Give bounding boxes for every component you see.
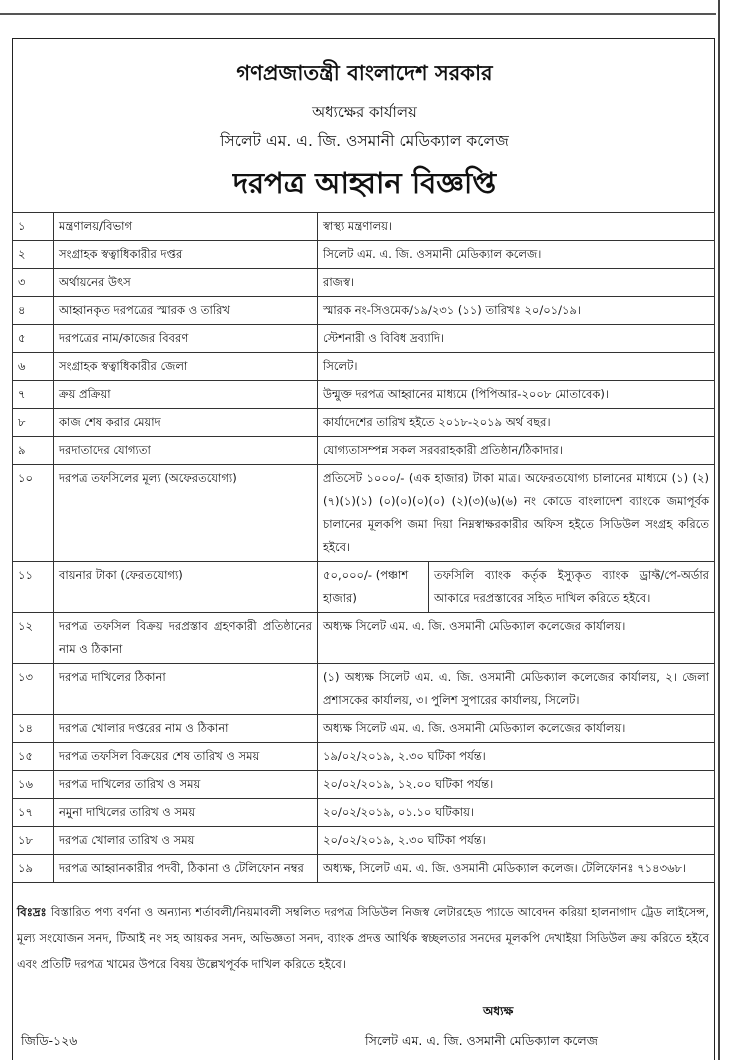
- row-value: স্মারক নং-সিওমেক/১৯/২৩১ (১১) তারিখঃ ২০/০১/১৯।: [318, 297, 715, 325]
- row-value: অধ্যক্ষ সিলেট এম. এ. জি. ওসমানী মেডিক্যাল কলেজের কার্যালয়।: [318, 715, 715, 743]
- note: [17, 899, 709, 977]
- row-value: (১) অধ্যক্ষ সিলেট এম. এ. জি. ওসমানী মেডিক্যাল কলেজের কার্যালয়, ২। জেলা প্রশাসকের কার্যালয়, ৩। পুলিশ সুপারের কার্যালয়, সিলেট।: [318, 664, 715, 715]
- row-value: অধ্যক্ষ, সিলেট এম. এ. জি. ওসমানী মেডিক্যাল কলেজ। টেলিফোনঃ ৭১৪৩৬৮।: [318, 855, 715, 883]
- table-row: [13, 409, 715, 437]
- row-value: স্বাস্থ্য মন্ত্রণালয়।: [318, 213, 715, 241]
- row-value: উন্মুক্ত দরপত্র আহ্বানের মাধ্যমে (পিপিআর-২০০৮ মোতাবেক)।: [318, 381, 715, 409]
- gd-number: জিডি-১২৬: [21, 1033, 78, 1048]
- row-value: তফসিলি ব্যাংক কর্তৃক ইস্যুকৃত ব্যাংক ড্রাফ্ট/পে-অর্ডার আকারে দরপ্রস্তাবের সহিত দাখিল করিতে হইবে।: [429, 562, 715, 613]
- row-key: ক্রয় প্রক্রিয়া: [54, 381, 318, 409]
- row-number: ৭: [13, 381, 54, 409]
- row-value: সিলেট এম. এ. জি. ওসমানী মেডিক্যাল কলেজ।: [318, 241, 715, 269]
- table-row: [13, 437, 715, 465]
- table-row: [13, 715, 715, 743]
- row-key: বায়নার টাকা (ফেরতযোগ্য): [54, 562, 318, 613]
- table-row: [13, 297, 715, 325]
- row-key: আহ্বানকৃত দরপত্রের স্মারক ও তারিখ: [54, 297, 318, 325]
- table-row: [13, 827, 715, 855]
- row-number: ১: [13, 213, 54, 241]
- row-value: অধ্যক্ষ সিলেট এম. এ. জি. ওসমানী মেডিক্যাল কলেজের কার্যালয়।: [318, 613, 715, 664]
- table-row: [13, 664, 715, 715]
- table-row: [13, 799, 715, 827]
- row-value: যোগ্যতাসম্পন্ন সকল সরবরাহকারী প্রতিষ্ঠান/ঠিকাদার।: [318, 437, 715, 465]
- table-row: [13, 269, 715, 297]
- note-text: বিস্তারিত পণ্য বর্ণনা ও অন্যান্য শর্তাবলী/নিয়মাবলী সম্বলিত দরপত্র সিডিউল নিজস্ব লেটারহেড প্যাডে আবেদন করিয়া হালনাগাদ ট্রেড লাইসেন্স, মূল্য সংযোজন সনদ, টিআই নং সহ আয়কর সনদ, অভিজ্ঞতা সনদ, ব্যাংক প্রদত্ত আর্থিক স্বচ্ছলতার সনদের মূলকপি দেখাইয়া সিডিউল ক্রয় করিতে হইবে এবং প্রতিটি দরপত্র খামের উপরে বিষয় উল্লেখপূর্বক দাখিল করিতে হইবে।: [17, 905, 710, 971]
- top-rule: [0, 13, 716, 15]
- row-value: কার্যাদেশের তারিখ হইতে ২০১৮-২০১৯ অর্থ বছর।: [318, 409, 715, 437]
- row-key: মন্ত্রণালয়/বিভাগ: [54, 213, 318, 241]
- table-row: [13, 213, 715, 241]
- table-row: [13, 353, 715, 381]
- row-number: ১৮: [13, 827, 54, 855]
- row-number: ৩: [13, 269, 54, 297]
- right-rule: [718, 0, 720, 1060]
- table-row: [13, 771, 715, 799]
- row-key: দরপত্র তফসিল বিক্রয় দরপ্রস্তাব গ্রহণকারী প্রতিষ্ঠানের নাম ও ঠিকানা: [54, 613, 318, 664]
- tender-table: [12, 212, 715, 883]
- row-value: ২০/০২/২০১৯, ০১.১০ ঘটিকায়।: [318, 799, 715, 827]
- row-value: প্রতিসেট ১০০০/- (এক হাজার) টাকা মাত্র। অফেরতযোগ্য চালানের মাধ্যমে (১) (২)(৭)(১)(১) (০)(০)(০)(০) (২)(৩)(৬)(৬) নং কোডে বাংলাদেশ ব্যাংকে জমাপূর্বক চালানের মূলকপি জমা দিয়া নিম্নস্বাক্ষরকারীর অফিস হইতে সিডিউল সংগ্রহ করিতে হইবে।: [318, 465, 715, 562]
- row-number: ২: [13, 241, 54, 269]
- table-row: [13, 381, 715, 409]
- row-key: দরপত্র আহ্বানকারীর পদবী, ঠিকানা ও টেলিফোন নম্বর: [54, 855, 318, 883]
- row-key: সংগ্রাহক স্বত্বাধিকারীর জেলা: [54, 353, 318, 381]
- row-key: দরপত্র দাখিলের তারিখ ও সময়: [54, 771, 318, 799]
- row-key: দরপত্র দাখিলের ঠিকানা: [54, 664, 318, 715]
- row-number: ৫: [13, 325, 54, 353]
- table-row: [13, 562, 715, 613]
- row-key: দরপত্র তফসিলের মূল্য (অফেরতযোগ্য): [54, 465, 318, 562]
- row-number: ১৭: [13, 799, 54, 827]
- table-row: [13, 743, 715, 771]
- table-row: [13, 465, 715, 562]
- row-number: ১৪: [13, 715, 54, 743]
- row-key: সংগ্রাহক স্বত্বাধিকারীর দপ্তর: [54, 241, 318, 269]
- row-key: দরদাতাদের যোগ্যতা: [54, 437, 318, 465]
- row-number: ১৯: [13, 855, 54, 883]
- row-number: ১২: [13, 613, 54, 664]
- note-label: বিঃদ্রঃ: [17, 905, 47, 919]
- college-heading: সিলেট এম. এ. জি. ওসমানী মেডিক্যাল কলেজ: [220, 132, 509, 150]
- table-row: [13, 855, 715, 883]
- row-number: ৮: [13, 409, 54, 437]
- tender-notice: [12, 38, 715, 1060]
- row-value: ২০/০২/২০১৯, ১২.০০ ঘটিকা পর্যন্ত।: [318, 771, 715, 799]
- row-number: ৪: [13, 297, 54, 325]
- row-key: কাজ শেষ করার মেয়াদ: [54, 409, 318, 437]
- office-heading: অধ্যক্ষের কার্যালয়: [312, 103, 417, 121]
- row-key: দরপত্র খোলার দপ্তরের নাম ও ঠিকানা: [54, 715, 318, 743]
- notice-title: দরপত্র আহ্বান বিজ্ঞপ্তি: [232, 166, 497, 200]
- table-row: [13, 241, 715, 269]
- row-key: দরপত্র তফসিল বিক্রয়ের শেষ তারিখ ও সময়: [54, 743, 318, 771]
- row-number: ১০: [13, 465, 54, 562]
- row-value: ২০/০২/২০১৯, ২.৩০ ঘটিকা পর্যন্ত।: [318, 827, 715, 855]
- row-number: ৯: [13, 437, 54, 465]
- row-value: ১৯/০২/২০১৯, ২.৩০ ঘটিকা পর্যন্ত।: [318, 743, 715, 771]
- row-value: সিলেট।: [318, 353, 715, 381]
- table-row: [13, 325, 715, 353]
- row-key: দরপত্রের নাম/কাজের বিবরণ: [54, 325, 318, 353]
- row-key: দরপত্র খোলার তারিখ ও সময়: [54, 827, 318, 855]
- row-number: ১৩: [13, 664, 54, 715]
- earnest-amount: ৫০,০০০/- (পঞ্চাশ হাজার): [318, 562, 429, 613]
- signature-title: অধ্যক্ষ: [483, 1004, 514, 1018]
- table-row: [13, 613, 715, 664]
- row-key: নমুনা দাখিলের তারিখ ও সময়: [54, 799, 318, 827]
- row-key: অর্থায়নের উৎস: [54, 269, 318, 297]
- row-number: ১১: [13, 562, 54, 613]
- row-number: ১৫: [13, 743, 54, 771]
- row-value: রাজস্ব।: [318, 269, 715, 297]
- signature-college: সিলেট এম. এ. জি. ওসমানী মেডিক্যাল কলেজ: [365, 1033, 598, 1048]
- row-number: ৬: [13, 353, 54, 381]
- row-value: স্টেশনারী ও বিবিধ দ্রব্যাদি।: [318, 325, 715, 353]
- government-heading: গণপ্রজাতন্ত্রী বাংলাদেশ সরকার: [236, 61, 493, 85]
- row-number: ১৬: [13, 771, 54, 799]
